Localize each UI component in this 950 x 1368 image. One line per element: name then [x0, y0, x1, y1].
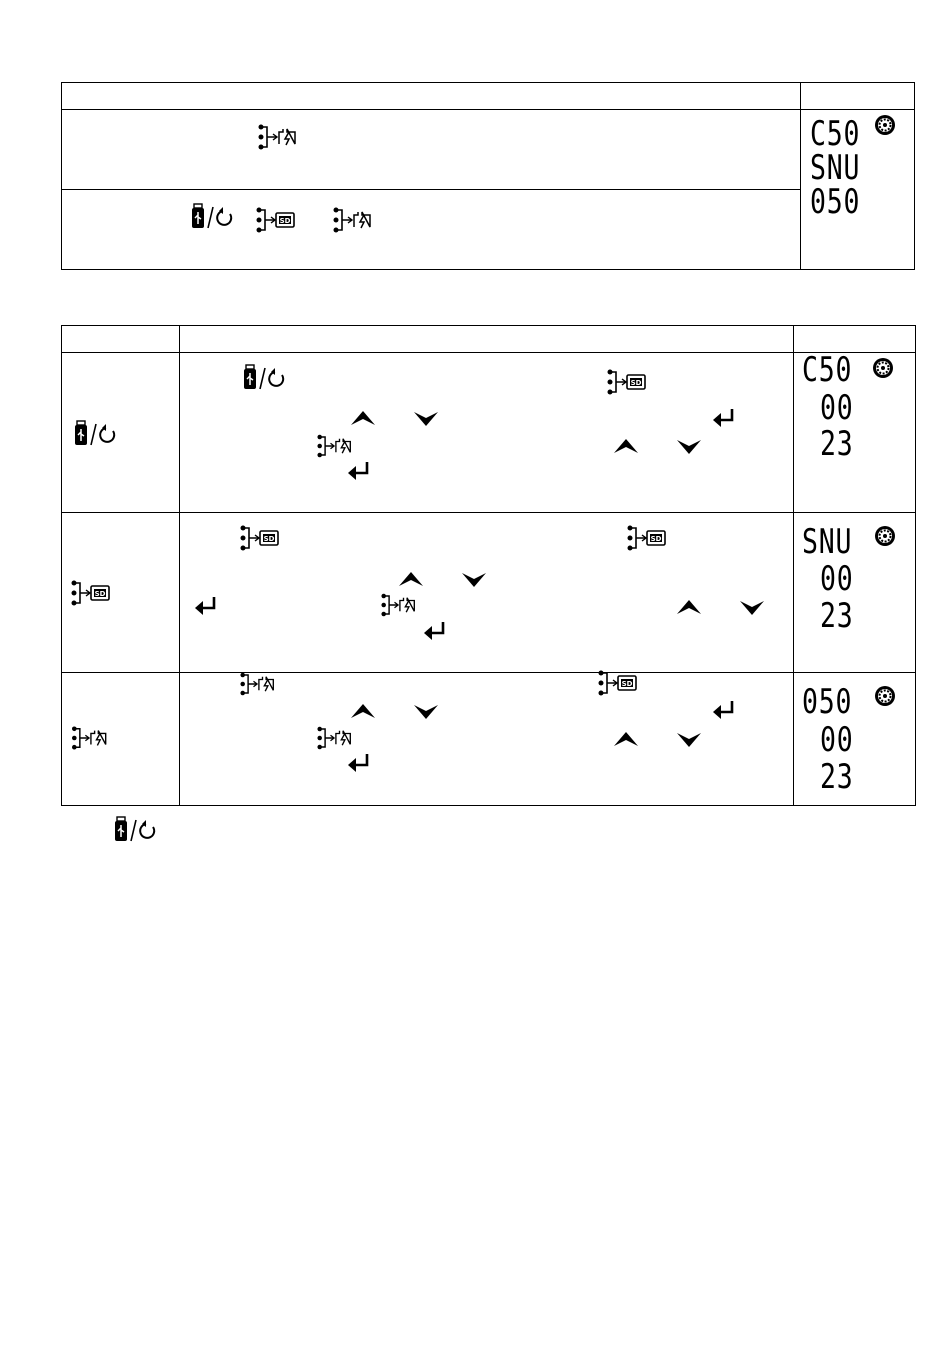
gear-icon [872, 357, 894, 379]
lcd-code: C50 [802, 350, 853, 390]
usb-function-icon [190, 203, 236, 231]
down-arrow-icon [676, 439, 702, 455]
utility-output-source-icon [71, 726, 109, 750]
usb-function-icon [73, 420, 119, 448]
lcd-code: 00 [820, 388, 854, 428]
lcd-code: 23 [820, 596, 854, 636]
gear-icon [874, 114, 896, 136]
up-arrow-icon [398, 571, 424, 587]
lcd-code: 23 [820, 424, 854, 464]
lcd-code: SNU [810, 148, 861, 188]
up-arrow-icon [676, 599, 702, 615]
lcd-code: 00 [820, 559, 854, 599]
down-arrow-icon [676, 732, 702, 748]
enter-icon [712, 408, 736, 428]
gear-icon [874, 525, 896, 547]
enter-icon [423, 621, 447, 641]
down-arrow-icon [413, 704, 439, 720]
up-arrow-icon [350, 410, 376, 426]
sd-output-source-icon [71, 580, 111, 606]
lcd-code: 050 [810, 182, 861, 222]
enter-icon [347, 461, 371, 481]
up-arrow-icon [613, 438, 639, 454]
utility-output-source-icon [317, 726, 353, 750]
sd-output-source-icon [627, 525, 667, 551]
down-arrow-icon [739, 600, 765, 616]
utility-output-source-icon [381, 593, 417, 617]
sd-output-source-icon [598, 670, 638, 696]
up-arrow-icon [613, 731, 639, 747]
sd-output-source-icon [256, 207, 296, 233]
lcd-code: SNU [802, 522, 853, 562]
utility-output-source-icon [333, 207, 373, 233]
sd-output-source-icon [607, 369, 647, 395]
gear-icon [874, 685, 896, 707]
usb-function-icon [242, 364, 288, 392]
down-arrow-icon [413, 411, 439, 427]
utility-output-source-icon [258, 124, 298, 150]
lcd-code: 23 [820, 757, 854, 797]
sd-output-source-icon [240, 525, 280, 551]
utility-output-source-icon [317, 434, 353, 458]
lcd-code: 00 [820, 720, 854, 760]
lcd-code: 050 [802, 682, 853, 722]
enter-icon [347, 753, 371, 773]
lcd-code: C50 [810, 114, 861, 154]
down-arrow-icon [461, 572, 487, 588]
enter-icon [194, 596, 218, 616]
up-arrow-icon [350, 703, 376, 719]
utility-output-source-icon [240, 672, 276, 696]
usb-function-icon [113, 816, 159, 844]
enter-icon [712, 700, 736, 720]
